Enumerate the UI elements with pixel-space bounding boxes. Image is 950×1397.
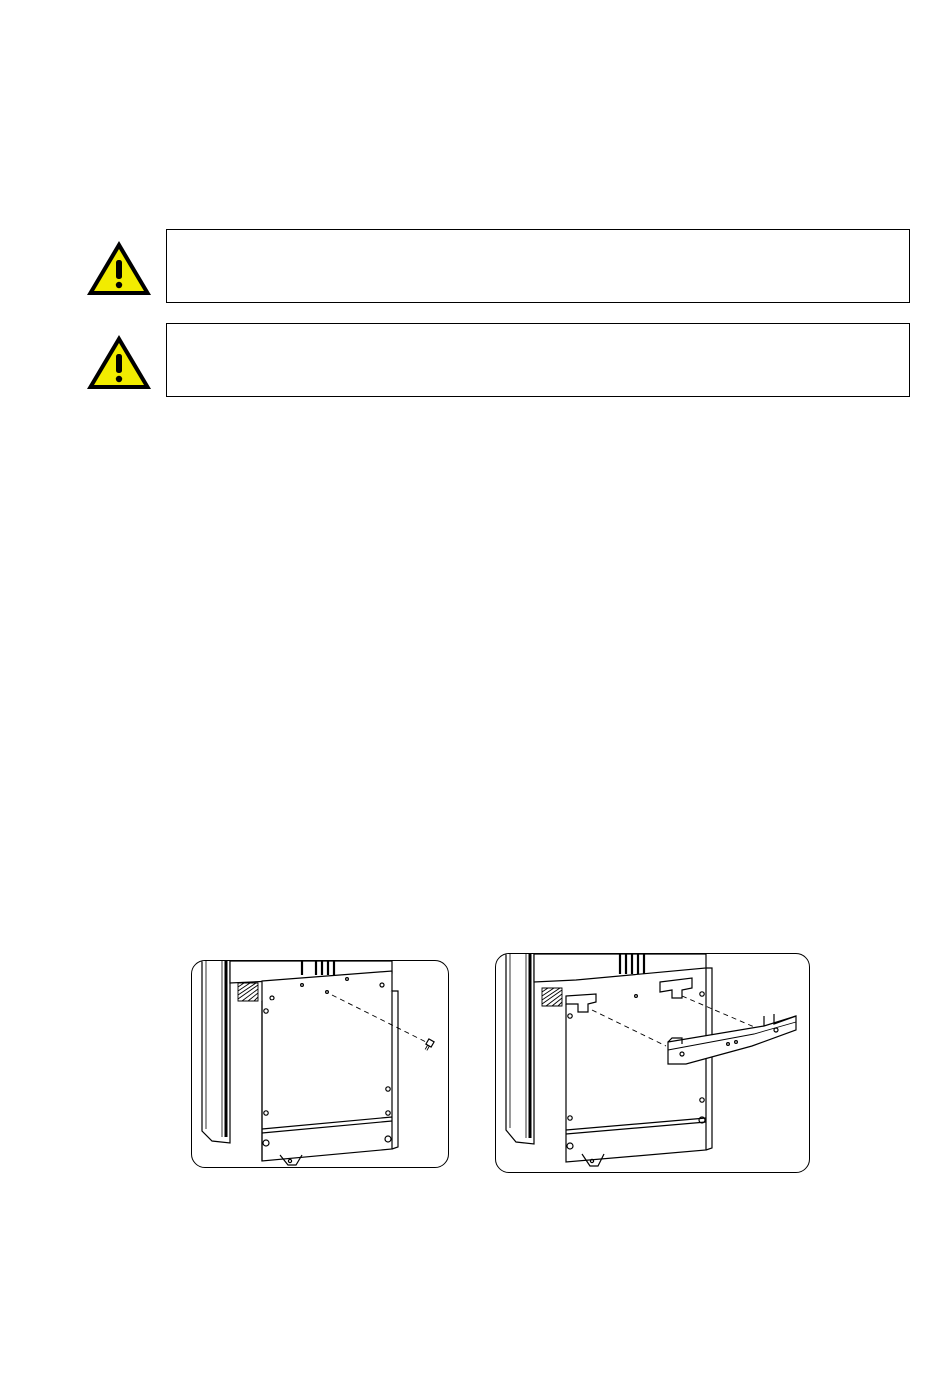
warning-triangle-icon	[84, 237, 154, 299]
warning-triangle-icon	[84, 331, 154, 393]
drive-unit-illustration-2	[496, 954, 810, 1173]
figure-remove-cover-plate	[495, 953, 810, 1173]
warning-notice-1	[84, 229, 912, 305]
figure-remove-screw	[191, 960, 449, 1168]
warning-notice-2	[84, 323, 912, 399]
warning-box-2	[166, 323, 910, 397]
drive-unit-illustration-1	[192, 961, 449, 1168]
warning-box-1	[166, 229, 910, 303]
